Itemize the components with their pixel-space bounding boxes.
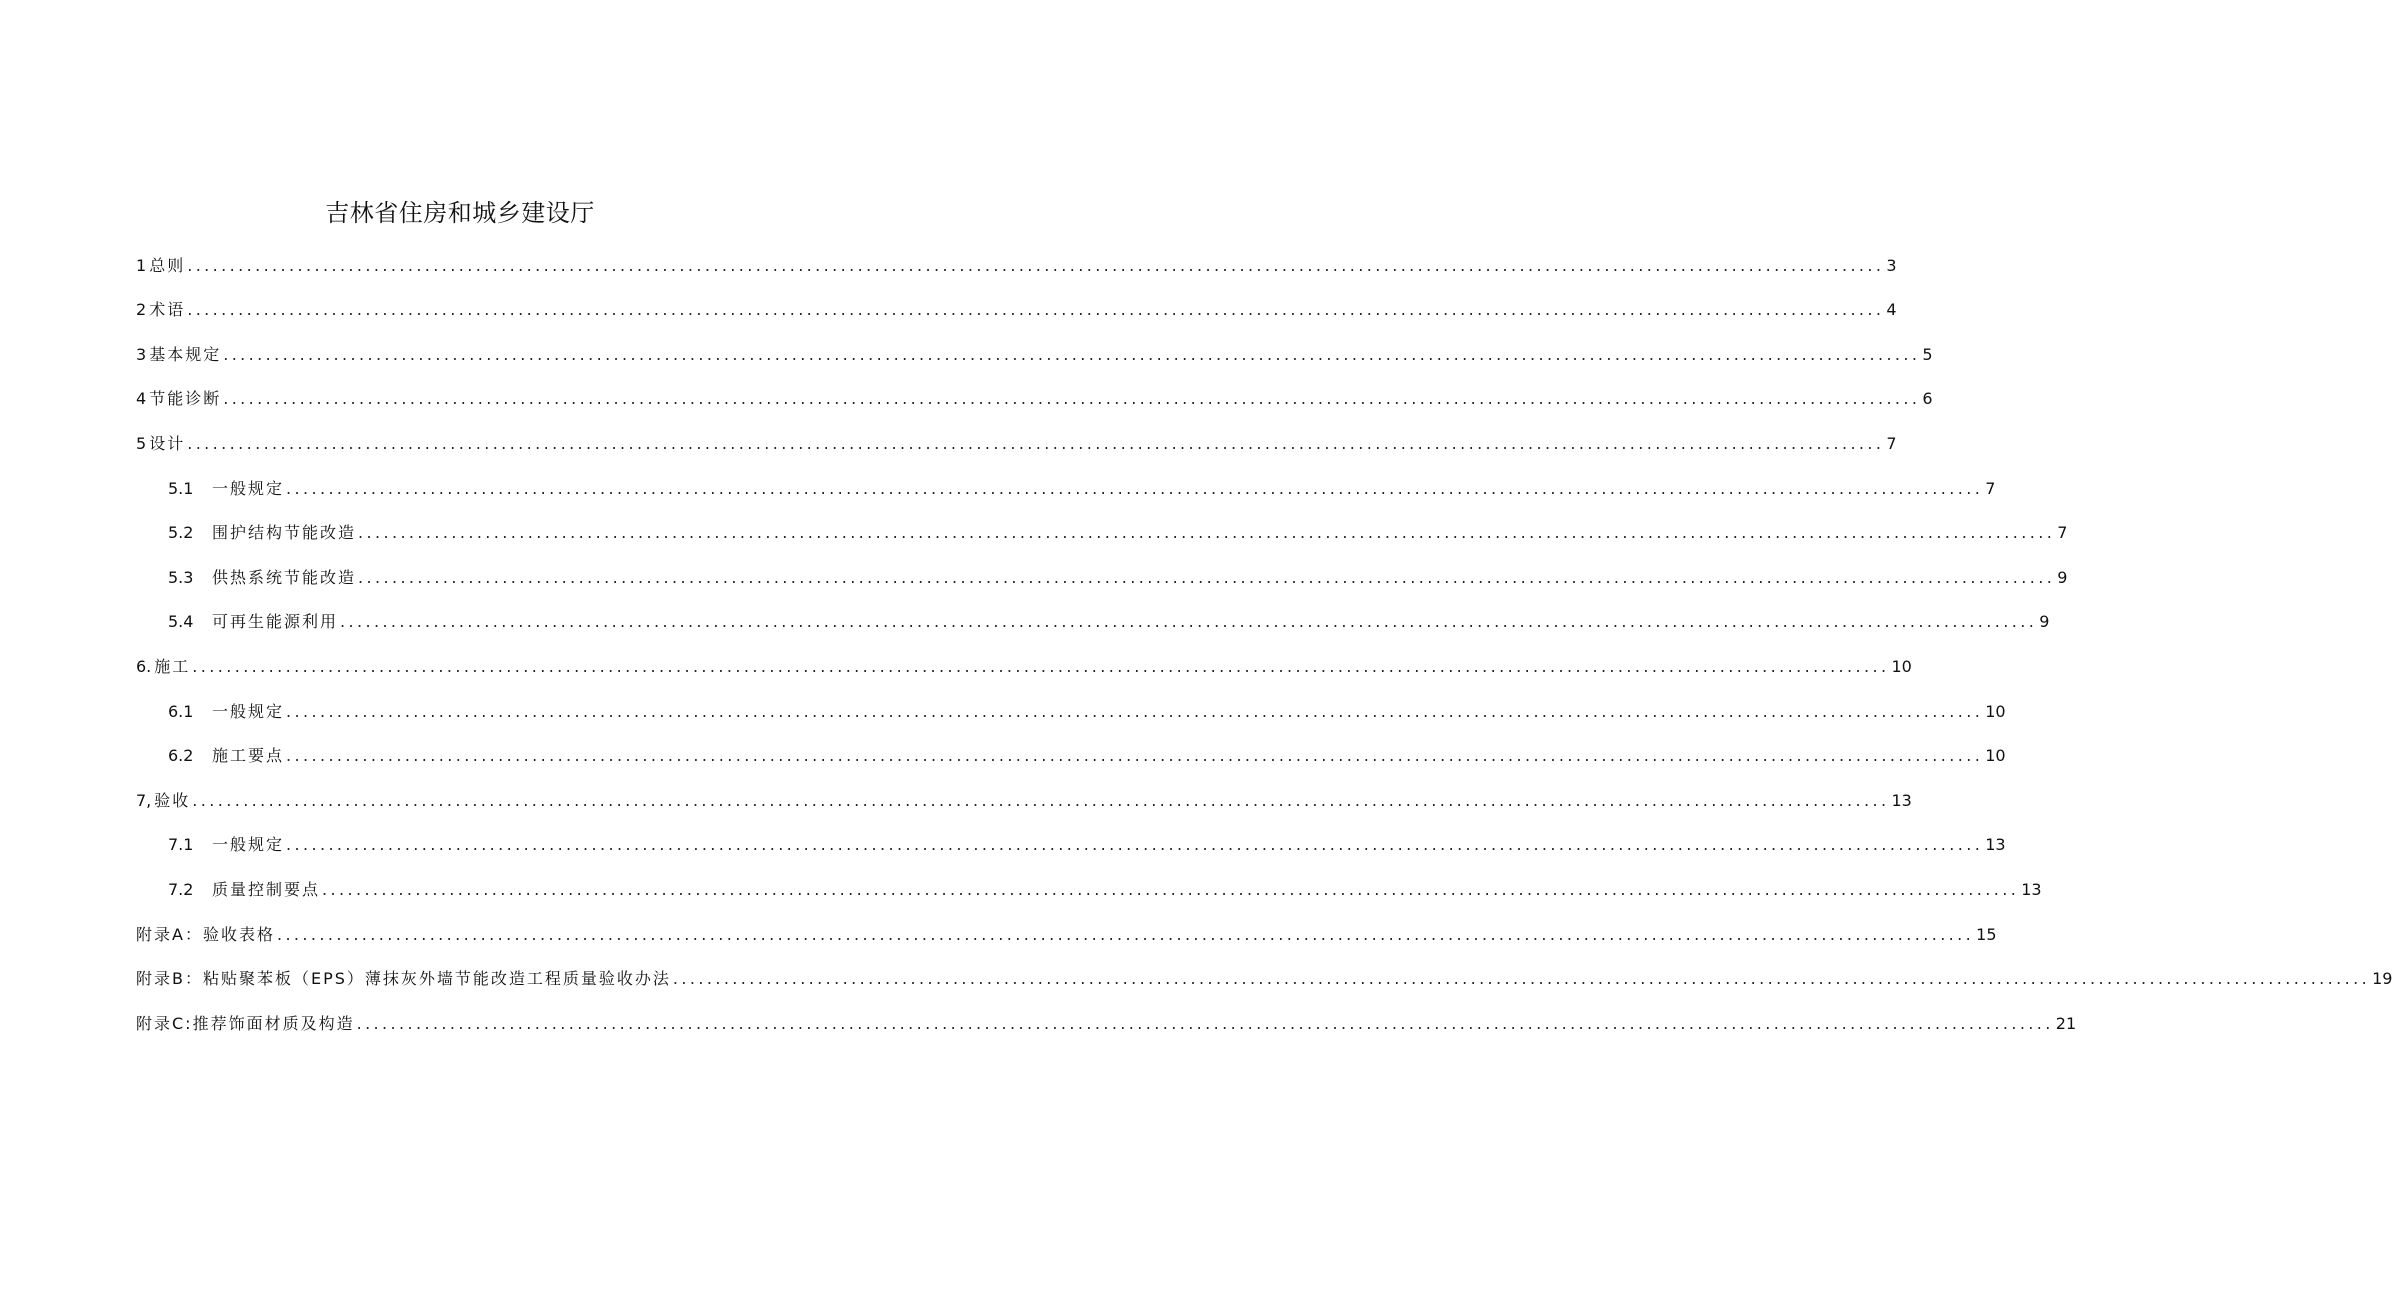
toc-entry[interactable] xyxy=(136,590,2050,635)
toc-entry-number: 6.1 xyxy=(168,701,194,721)
toc-entry-number: 5 xyxy=(136,433,147,453)
toc-dot-leader: ........................................................................................................................................................................................................ xyxy=(286,835,1984,855)
toc-entry-title: 围护结构节能改造 xyxy=(212,523,357,543)
toc-entry[interactable] xyxy=(136,501,2068,546)
toc-dot-leader: ........................................................................................................................................................................................................ xyxy=(286,746,1984,766)
toc-entry-title: 可再生能源利用 xyxy=(212,612,339,632)
toc-entry[interactable] xyxy=(136,947,2392,992)
toc-entry-number: 4 xyxy=(136,389,147,409)
toc-entry-title: 设计 xyxy=(149,433,186,453)
toc-entry[interactable] xyxy=(136,411,1897,456)
toc-dot-leader: ........................................................................................................................................................................................................ xyxy=(187,300,1885,320)
toc-entry[interactable] xyxy=(136,233,1897,278)
toc-entry-number: 5.1 xyxy=(168,478,194,498)
toc-entry[interactable] xyxy=(136,768,1912,813)
toc-entry-page-number: 9 xyxy=(2057,567,2068,587)
toc-dot-leader: ........................................................................................................................................................................................................ xyxy=(322,879,2020,899)
toc-dot-leader: ........................................................................................................................................................................................................ xyxy=(187,433,1885,453)
toc-entry-page-number: 4 xyxy=(1886,300,1897,320)
toc-dot-leader: ........................................................................................................................................................................................................ xyxy=(192,790,1890,810)
toc-entry-page-number: 7 xyxy=(2057,523,2068,543)
toc-entry-number: 5.3 xyxy=(168,567,194,587)
toc-dot-leader: ........................................................................................................................................................................................................ xyxy=(223,344,1921,364)
toc-entry-title: 一般规定 xyxy=(212,478,285,498)
toc-entry[interactable] xyxy=(136,902,1997,947)
toc-entry-number: 7.1 xyxy=(168,835,194,855)
toc-dot-leader: ........................................................................................................................................................................................................ xyxy=(340,612,2038,632)
toc-entry-title: 附录B：粘贴聚苯板（EPS）薄抹灰外墙节能改造工程质量验收办法 xyxy=(136,969,671,989)
toc-entry-title: 施工要点 xyxy=(212,746,285,766)
toc-entry-title: 术语 xyxy=(149,300,186,320)
toc-entry-title: 一般规定 xyxy=(212,701,285,721)
toc-dot-leader: ........................................................................................................................................................................................................ xyxy=(286,701,1984,721)
toc-dot-leader: ........................................................................................................................................................................................................ xyxy=(672,969,2371,989)
toc-entry[interactable] xyxy=(136,367,1933,412)
toc-dot-leader: ........................................................................................................................................................................................................ xyxy=(358,523,2056,543)
toc-entry-number: 5.4 xyxy=(168,612,194,632)
toc-entry-number: 6. xyxy=(136,656,152,676)
toc-entry-page-number: 7 xyxy=(1886,433,1897,453)
toc-entry-title: 施工 xyxy=(154,656,191,676)
toc-entry-page-number: 5 xyxy=(1922,344,1933,364)
toc-entry-title: 附录A：验收表格 xyxy=(136,924,275,944)
table-of-contents xyxy=(136,233,2392,1036)
toc-entry-title: 一般规定 xyxy=(212,835,285,855)
toc-entry-page-number: 3 xyxy=(1886,255,1897,275)
toc-dot-leader: ........................................................................................................................................................................................................ xyxy=(223,389,1921,409)
toc-entry[interactable] xyxy=(136,322,1933,367)
toc-entry-page-number: 21 xyxy=(2055,1013,2077,1033)
toc-entry[interactable] xyxy=(136,724,2006,769)
toc-entry[interactable] xyxy=(136,545,2068,590)
toc-dot-leader: ........................................................................................................................................................................................................ xyxy=(192,656,1890,676)
toc-entry-title: 供热系统节能改造 xyxy=(212,567,357,587)
toc-entry[interactable] xyxy=(136,278,1897,323)
toc-entry-number: 7.2 xyxy=(168,879,194,899)
toc-dot-leader: ........................................................................................................................................................................................................ xyxy=(276,924,1975,944)
toc-entry[interactable] xyxy=(136,857,2042,902)
toc-entry-page-number: 13 xyxy=(1891,790,1912,810)
toc-dot-leader: ........................................................................................................................................................................................................ xyxy=(286,478,1984,498)
toc-entry-page-number: 9 xyxy=(2039,612,2050,632)
toc-entry-page-number: 10 xyxy=(1891,656,1912,676)
toc-entry-number: 3 xyxy=(136,344,147,364)
toc-dot-leader: ........................................................................................................................................................................................................ xyxy=(187,255,1885,275)
toc-entry-number: 2 xyxy=(136,300,147,320)
toc-entry[interactable] xyxy=(136,456,1996,501)
toc-entry-title: 验收 xyxy=(154,790,191,810)
toc-entry-title: 节能诊断 xyxy=(149,389,222,409)
toc-entry[interactable] xyxy=(136,634,1912,679)
toc-entry-page-number: 10 xyxy=(1985,746,2006,766)
toc-entry-page-number: 15 xyxy=(1976,924,1997,944)
toc-entry[interactable] xyxy=(136,813,2006,858)
toc-entry-page-number: 13 xyxy=(2021,879,2042,899)
toc-entry-title: 质量控制要点 xyxy=(212,879,321,899)
toc-dot-leader: ........................................................................................................................................................................................................ xyxy=(356,1013,2054,1033)
toc-entry-page-number: 13 xyxy=(1985,835,2006,855)
page-title: 吉林省住房和城乡建设厅 xyxy=(325,199,595,227)
toc-entry-page-number: 6 xyxy=(1922,389,1933,409)
toc-entry-title: 基本规定 xyxy=(149,344,222,364)
toc-dot-leader: ........................................................................................................................................................................................................ xyxy=(358,567,2056,587)
toc-entry-page-number: 19 xyxy=(2372,969,2392,989)
toc-entry-number: 1 xyxy=(136,255,147,275)
toc-entry-page-number: 10 xyxy=(1985,701,2006,721)
toc-entry-title: 总则 xyxy=(149,255,186,275)
toc-entry-title: 附录C:推荐饰面材质及构造 xyxy=(136,1013,355,1033)
toc-entry[interactable] xyxy=(136,679,2006,724)
toc-entry-number: 7, xyxy=(136,790,152,810)
toc-entry-page-number: 7 xyxy=(1985,478,1996,498)
toc-entry-number: 5.2 xyxy=(168,523,194,543)
toc-entry[interactable] xyxy=(136,991,2077,1036)
toc-entry-number: 6.2 xyxy=(168,746,194,766)
